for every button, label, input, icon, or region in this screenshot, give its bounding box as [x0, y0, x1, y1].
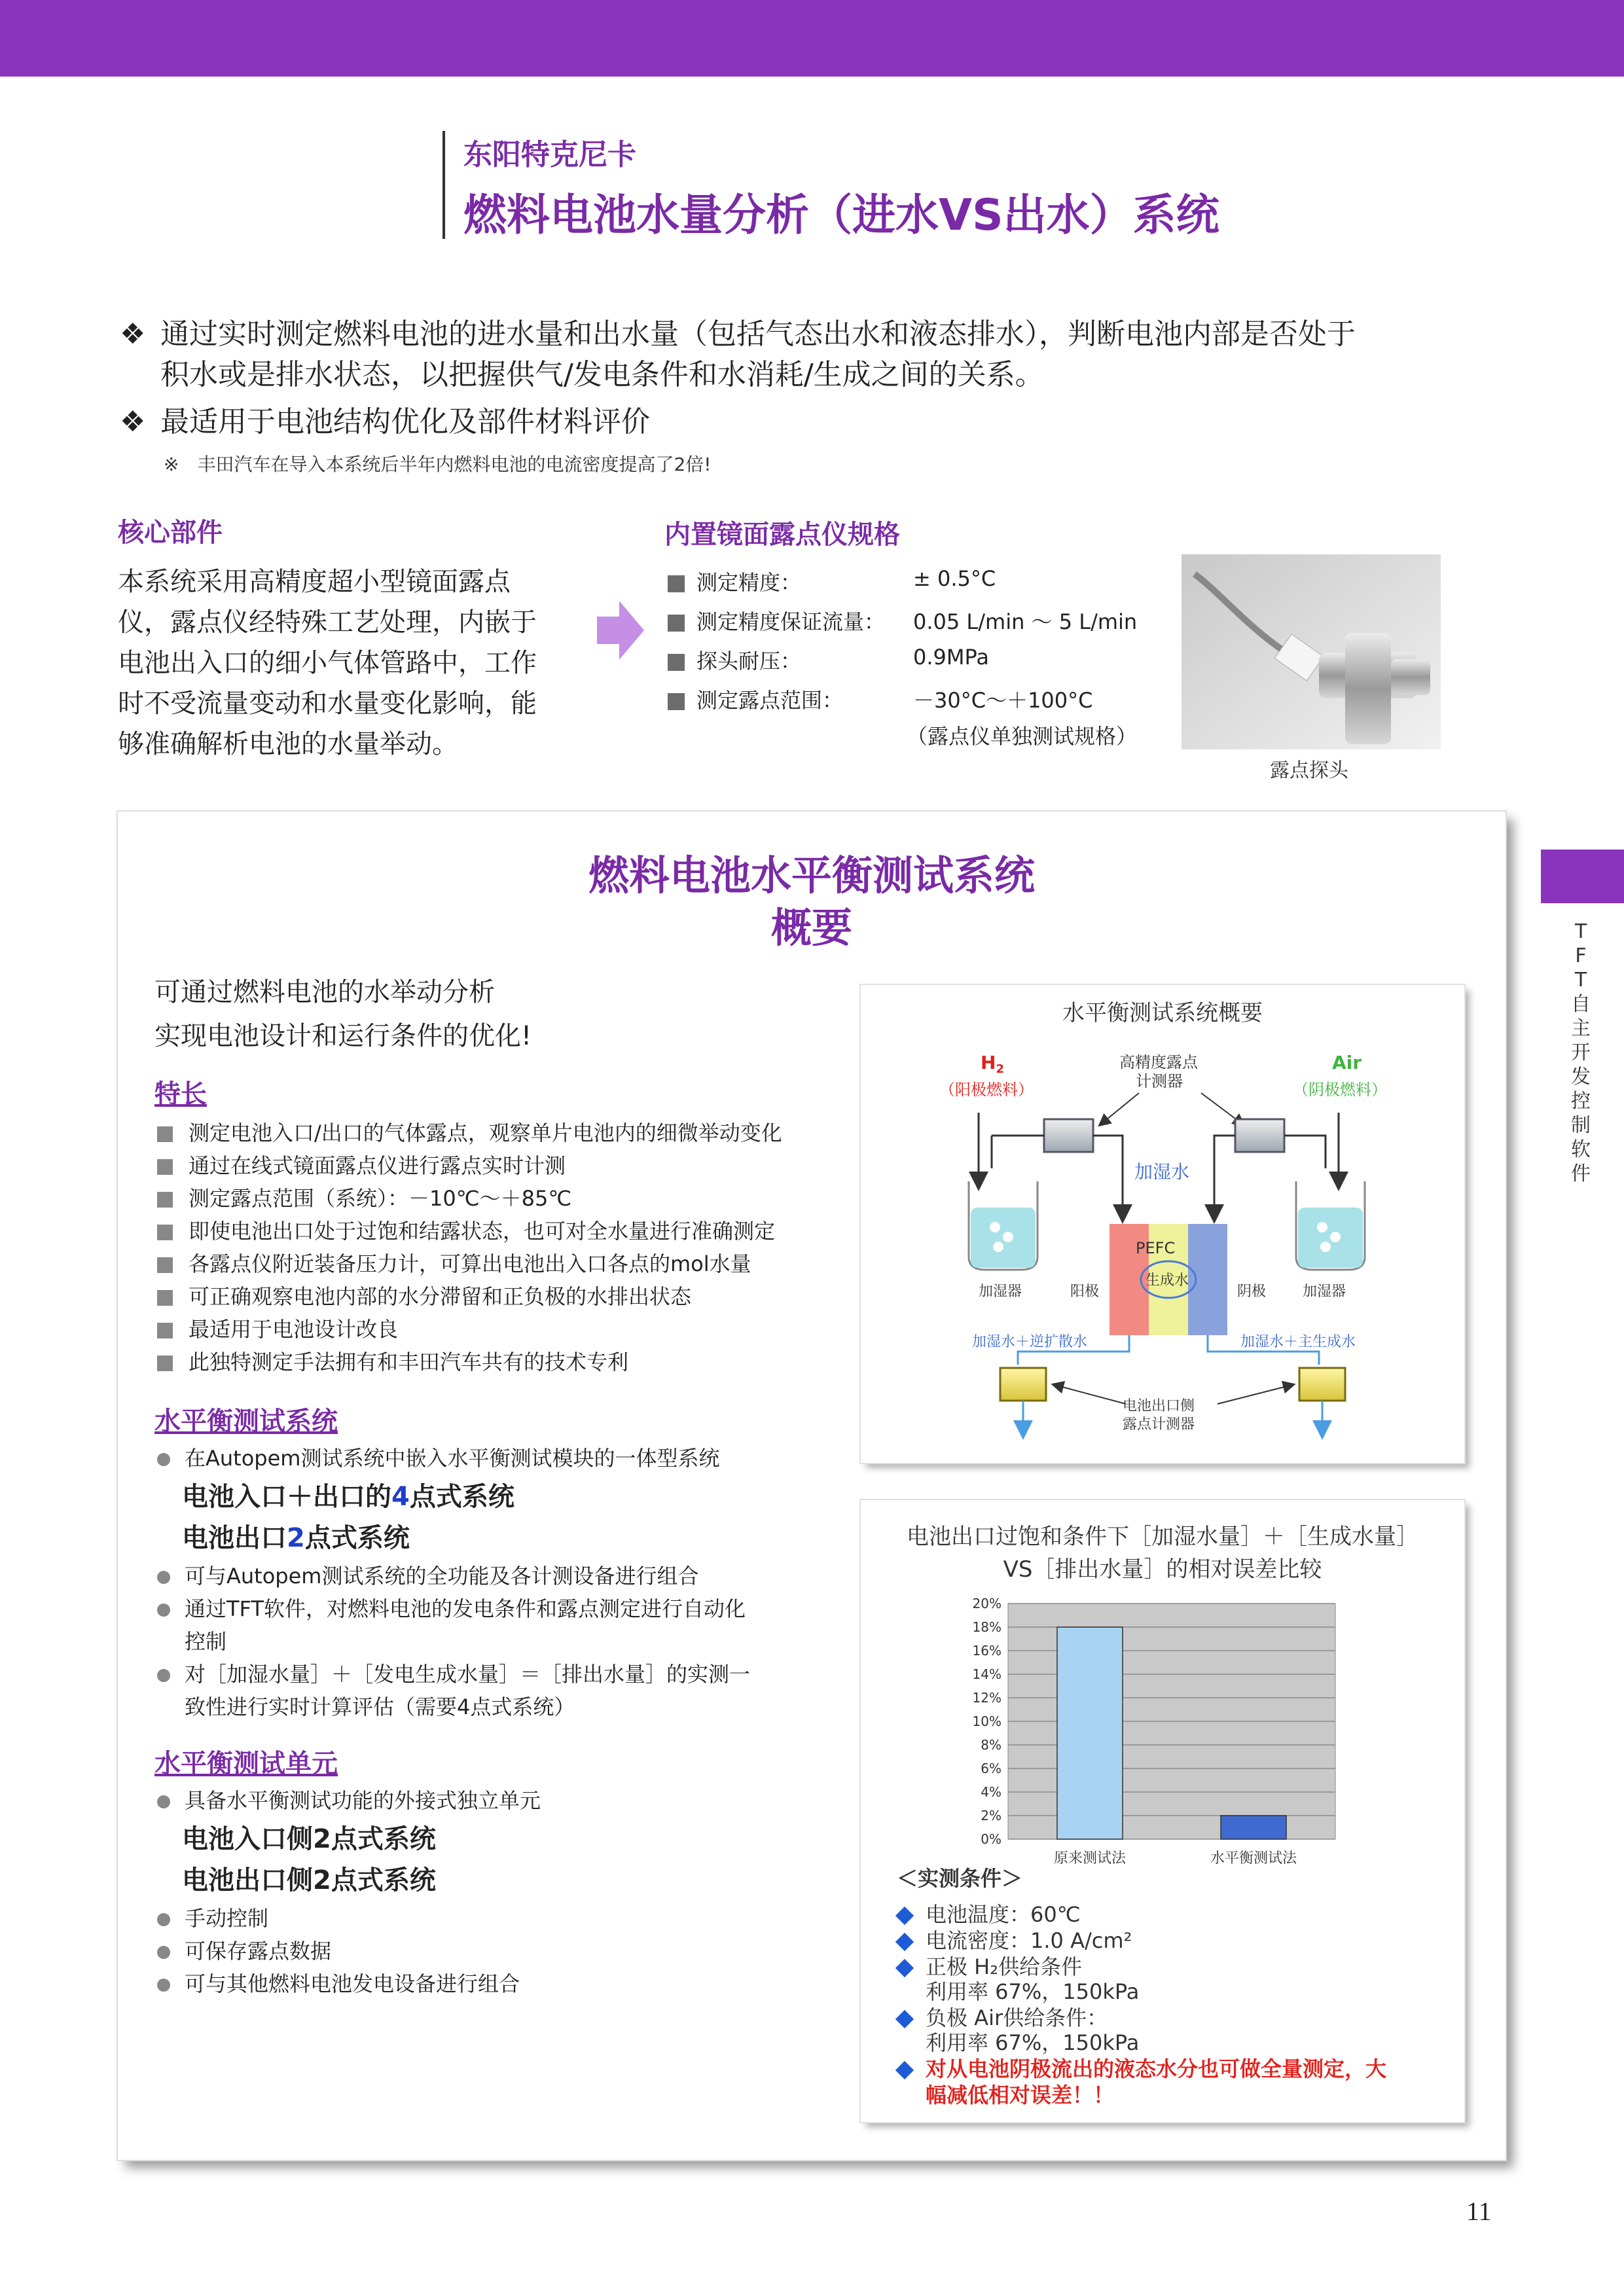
humid-water-label: 加湿水	[1134, 1161, 1190, 1183]
square-bullet-icon	[157, 1290, 173, 1306]
intro-bullet-1-line1: 通过实时测定燃料电池的进水量和出水量（包括气态出水和液态排水），判断电池内部是否处于	[160, 317, 1356, 351]
condition-item: 负极 Air供给条件：	[898, 2001, 1108, 2032]
inlet-meter-left	[1044, 1119, 1093, 1152]
square-bullet-icon	[668, 615, 685, 632]
unit-item: 手动控制	[157, 1902, 268, 1932]
cathode-plate	[1188, 1224, 1227, 1335]
cathode-fuel-label: （阴极燃料）	[1293, 1081, 1387, 1099]
intro-bullet-1-line2: 积水或是排水状态，以把握供气/发电条件和水消耗/生成之间的关系。	[160, 358, 1044, 391]
side-tab-char: 软	[1571, 1138, 1591, 1161]
bar	[1057, 1627, 1123, 1839]
spec-row	[668, 645, 801, 675]
intro-bullet-2	[120, 402, 1494, 442]
bullet-icon: ❖	[120, 405, 146, 439]
panel-lead-1: 可通过燃料电池的水举动分析	[154, 977, 495, 1007]
feature-item: 测定露点范围（系统）：－10℃～＋85℃	[157, 1182, 782, 1215]
feature-item: 此独特测定手法拥有和丰田汽车共有的技术专利	[157, 1346, 782, 1378]
system-item-cont: 控制	[185, 1629, 227, 1654]
condition-item: 电池温度：60℃	[898, 1898, 1081, 1928]
anode-fuel-label: （阳极燃料）	[939, 1081, 1034, 1099]
gen-water-label: 生成水	[1146, 1272, 1189, 1289]
air-label: Air	[1332, 1052, 1362, 1073]
square-bullet-icon	[668, 693, 685, 710]
y-tick-label: 8%	[981, 1737, 1001, 1753]
core-line: 本系统采用高精度超小型镜面露点	[118, 567, 511, 597]
square-bullet-icon	[157, 1257, 173, 1273]
square-bullet-icon	[668, 654, 685, 671]
square-bullet-icon	[157, 1159, 173, 1175]
side-tab-char: 件	[1571, 1162, 1591, 1185]
core-line: 仪，露点仪经特殊工艺处理，内嵌于	[118, 607, 537, 637]
unit-outlet: 电池出口侧2点式系统	[182, 1865, 436, 1895]
top-banner	[0, 0, 1624, 77]
diamond-bullet-icon	[895, 1959, 914, 1977]
unit-item: 可保存露点数据	[157, 1935, 331, 1965]
comparison-title-2: VS［排出水量］的相对误差比较	[1003, 1556, 1322, 1583]
y-tick-label: 10%	[972, 1713, 1001, 1729]
core-line: 够准确解析电池的水量举动。	[118, 729, 458, 759]
y-tick-label: 12%	[972, 1690, 1001, 1706]
page-title: 燃料电池水量分析（进水VS出水）系统	[463, 190, 1219, 240]
y-tick-label: 20%	[972, 1596, 1001, 1611]
y-tick-label: 16%	[972, 1643, 1001, 1659]
meter-label-2: 计测器	[1136, 1072, 1183, 1090]
humidifier-label-right: 加湿器	[1303, 1283, 1346, 1300]
conditions-heading: ＜实测条件＞	[897, 1866, 1023, 1891]
dot-bullet-icon	[157, 1979, 170, 1992]
side-tab-char: 发	[1571, 1066, 1591, 1088]
side-tab	[1541, 850, 1624, 903]
diamond-bullet-icon	[895, 1907, 914, 1925]
intro-bullet-2-text: 最适用于电池结构优化及部件材料评价	[160, 405, 650, 439]
left-flow-label: 加湿水＋逆扩散水	[972, 1334, 1088, 1350]
feature-item: 各露点仪附近装备压力计，可算出电池出入口各点的mol水量	[157, 1247, 782, 1280]
comparison-title-1: 电池出口过饱和条件下［加湿水量］＋［生成水量］	[907, 1524, 1418, 1550]
spec-row	[668, 684, 843, 714]
features-list	[157, 1117, 782, 1378]
system-item: 通过TFT软件，对燃料电池的发电条件和露点测定进行自动化	[157, 1592, 746, 1623]
diamond-bullet-icon	[895, 1933, 914, 1951]
spec-label: 测定精度：	[696, 570, 802, 595]
brand-name: 东阳特克尼卡	[463, 138, 636, 171]
square-bullet-icon	[157, 1355, 173, 1371]
spec-row	[668, 566, 801, 596]
spec-value: ± 0.5°C	[913, 566, 996, 591]
y-tick-label: 2%	[981, 1808, 1001, 1823]
unit-item: 可与其他燃料电池发电设备进行组合	[157, 1967, 520, 1998]
side-tab-char: T	[1574, 920, 1587, 943]
spec-heading: 内置镜面露点仪规格	[664, 520, 900, 550]
condition-item: 正极 H₂供给条件	[898, 1950, 1082, 1981]
dot-bullet-icon	[157, 1795, 170, 1808]
spec-label: 探头耐压：	[696, 649, 802, 673]
x-tick-label: 原来测试法	[1053, 1850, 1127, 1865]
square-bullet-icon	[668, 575, 685, 592]
system-2point: 电池出口2点式系统	[182, 1523, 410, 1553]
bullet-icon: ❖	[120, 317, 146, 351]
y-tick-label: 18%	[972, 1619, 1001, 1635]
diagram-title: 水平衡测试系统概要	[1062, 1000, 1263, 1026]
page-number: 11	[1466, 2197, 1492, 2226]
outlet-label-2: 露点计测器	[1123, 1416, 1195, 1433]
outlet-label-1: 电池出口侧	[1123, 1398, 1195, 1414]
dot-bullet-icon	[157, 1669, 170, 1682]
system-item-cont: 致性进行实时计算评估（需要4点式系统）	[185, 1695, 575, 1719]
spec-label: 测定露点范围：	[696, 688, 844, 713]
dot-bullet-icon	[157, 1946, 170, 1959]
y-tick-label: 0%	[981, 1831, 1001, 1847]
side-tab-char: 开	[1571, 1041, 1591, 1064]
outlet-meter-left	[1000, 1368, 1046, 1401]
square-bullet-icon	[157, 1126, 173, 1142]
feature-item: 测定电池入口/出口的气体露点，观察单片电池内的细微举动变化	[157, 1117, 782, 1149]
side-tab-char: 主	[1571, 1017, 1591, 1040]
feature-item: 可正确观察电池内部的水分滞留和正负极的水排出状态	[157, 1280, 782, 1313]
pefc-label: PEFC	[1136, 1239, 1176, 1257]
side-tab-char: 控	[1571, 1090, 1591, 1113]
panel-subtitle: 概要	[770, 904, 852, 952]
square-bullet-icon	[157, 1225, 173, 1240]
core-description	[118, 562, 576, 764]
panel-title: 燃料电池水平衡测试系统	[588, 852, 1035, 899]
condition-item-cont: 利用率 67%，150kPa	[926, 2030, 1140, 2055]
core-line: 时不受流量变动和水量变化影响，能	[118, 689, 537, 719]
system-item: 在Autopem测试系统中嵌入水平衡测试模块的一体型系统	[157, 1442, 719, 1472]
system-item: 可与Autopem测试系统的全功能及各计测设备进行组合	[157, 1560, 698, 1590]
feature-item: 即使电池出口处于过饱和结露状态，也可对全水量进行准确测定	[157, 1215, 782, 1247]
system-item: 对［加湿水量］＋［发电生成水量］＝［排出水量］的实测一	[157, 1658, 750, 1688]
right-arrow-icon	[597, 601, 644, 660]
spec-value: 0.05 L/min ～ 5 L/min	[913, 609, 1138, 634]
h2-label: $H_2$	[981, 1052, 1004, 1076]
meter-label-1: 高精度露点	[1119, 1053, 1198, 1071]
unit-heading: 水平衡测试单元	[154, 1749, 338, 1779]
y-tick-label: 14%	[972, 1666, 1001, 1682]
highlight-text-cont: 幅减低相对误差！！	[926, 2083, 1115, 2108]
core-line: 电池出入口的细小气体管路中，工作	[118, 648, 537, 678]
system-4point: 电池入口＋出口的4点式系统	[182, 1482, 514, 1512]
spec-value: －30°C～＋100°C	[913, 688, 1093, 713]
panel-lead-2: 实现电池设计和运行条件的优化!	[154, 1021, 532, 1051]
system-heading: 水平衡测试系统	[154, 1407, 338, 1437]
diamond-bullet-icon	[895, 2061, 914, 2079]
dot-bullet-icon	[157, 1571, 170, 1584]
water-balance-diagram	[861, 985, 1464, 1463]
highlight-text: 对从电池阴极流出的液态水分也可做全量测定，大	[898, 2053, 1386, 2083]
inlet-meter-right	[1235, 1119, 1284, 1152]
dot-bullet-icon	[157, 1604, 170, 1617]
spec-value: 0.9MPa	[913, 645, 989, 670]
anode-label: 阳极	[1070, 1283, 1100, 1300]
intro-bullet-1	[120, 314, 1494, 395]
x-tick-label: 水平衡测试法	[1210, 1850, 1297, 1865]
unit-inlet: 电池入口侧2点式系统	[182, 1824, 436, 1854]
photo-caption: 露点探头	[1270, 759, 1348, 782]
dot-bullet-icon	[157, 1913, 170, 1926]
title-divider	[442, 131, 445, 239]
side-tab-char: 自	[1571, 993, 1591, 1016]
dot-bullet-icon	[157, 1453, 170, 1466]
dew-point-probe-image	[1182, 554, 1441, 749]
humidifier-label-left: 加湿器	[979, 1283, 1022, 1300]
square-bullet-icon	[157, 1323, 173, 1338]
core-heading: 核心部件	[118, 518, 223, 548]
side-tab-char: F	[1575, 944, 1587, 967]
outlet-meter-right	[1299, 1368, 1345, 1401]
feature-item: 最适用于电池设计改良	[157, 1313, 782, 1346]
relative-error-chart	[956, 1590, 1348, 1865]
side-tab-label	[1561, 920, 1600, 1186]
y-tick-label: 4%	[981, 1784, 1001, 1800]
toyota-note: ※ 丰田汽车在导入本系统后半年内燃料电池的电流密度提高了2倍!	[164, 454, 712, 475]
bar	[1221, 1816, 1286, 1839]
right-flow-label: 加湿水＋主生成水	[1240, 1334, 1356, 1350]
square-bullet-icon	[157, 1192, 173, 1208]
unit-item: 具备水平衡测试功能的外接式独立单元	[157, 1784, 541, 1814]
side-tab-char: 制	[1571, 1114, 1591, 1137]
feature-item: 通过在线式镜面露点仪进行露点实时计测	[157, 1149, 782, 1182]
spec-row	[668, 605, 885, 636]
features-heading: 特长	[154, 1079, 207, 1109]
cathode-label: 阴极	[1237, 1283, 1267, 1300]
condition-item-cont: 利用率 67%，150kPa	[926, 1979, 1140, 2004]
y-tick-label: 6%	[981, 1761, 1001, 1776]
diamond-bullet-icon	[895, 2010, 914, 2028]
side-tab-char: T	[1574, 969, 1587, 992]
spec-range-note: （露点仪单独测试规格）	[907, 724, 1138, 749]
spec-label: 测定精度保证流量：	[696, 609, 886, 634]
condition-item: 电流密度：1.0 A/cm²	[898, 1924, 1132, 1954]
